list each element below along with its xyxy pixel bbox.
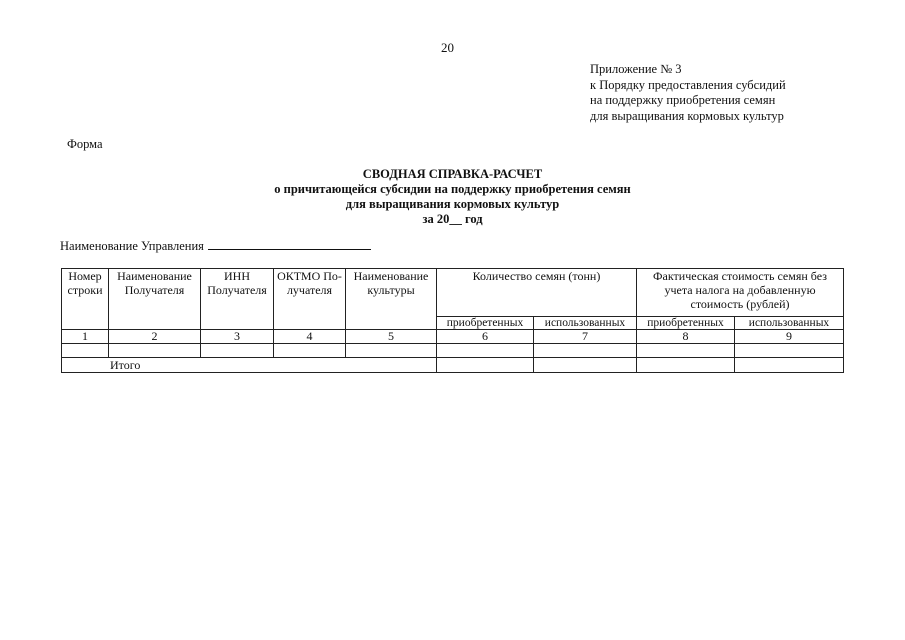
table-cell[interactable] [437, 344, 534, 358]
table-cell[interactable] [62, 344, 109, 358]
title-line: СВОДНАЯ СПРАВКА-РАСЧЕТ [362, 167, 543, 181]
column-number: 7 [534, 330, 637, 344]
table-cell[interactable] [109, 344, 201, 358]
organization-field [60, 238, 371, 254]
header-row-number: Номер строки [62, 269, 109, 330]
title-line: о причитающейся субсидии на поддержку приобретения семян [274, 182, 631, 196]
appendix-line: для выращивания кормовых культур [590, 108, 784, 123]
header-recipient-name: Наименование Получателя [109, 269, 201, 330]
column-number: 2 [109, 330, 201, 344]
total-cell[interactable] [735, 358, 844, 373]
column-number: 9 [735, 330, 844, 344]
column-number: 1 [62, 330, 109, 344]
table-row [62, 344, 844, 358]
total-label: Итого [62, 358, 437, 373]
header-seed-cost: Фактическая стоимость семян без учета налога на добавленную стоимость (рублей) [637, 269, 844, 317]
table-cell[interactable] [735, 344, 844, 358]
total-cell[interactable] [534, 358, 637, 373]
header-cost-used: использованных [735, 317, 844, 330]
appendix-note [590, 62, 786, 124]
header-inn: ИНН Получателя [201, 269, 274, 330]
total-row [62, 358, 844, 373]
appendix-line: к Порядку предоставления субсидий [590, 77, 786, 92]
header-crop-name: Наименование культуры [346, 269, 437, 330]
total-cell[interactable] [637, 358, 735, 373]
column-number-row [62, 330, 844, 344]
column-number: 6 [437, 330, 534, 344]
table-cell[interactable] [201, 344, 274, 358]
header-cost-acquired: приобретенных [637, 317, 735, 330]
table-cell[interactable] [534, 344, 637, 358]
table-header-row [62, 269, 844, 317]
total-cell[interactable] [437, 358, 534, 373]
document-title [0, 167, 905, 227]
organization-label: Наименование Управления [60, 239, 204, 253]
title-line: для выращивания кормовых культур [345, 197, 560, 211]
header-seed-quantity: Количество семян (тонн) [437, 269, 637, 317]
summary-table [61, 268, 844, 373]
appendix-line: Приложение № 3 [590, 62, 682, 76]
form-label: Форма [67, 137, 103, 151]
title-line: за 20__ год [422, 212, 483, 226]
table-cell[interactable] [274, 344, 346, 358]
organization-blank-line[interactable] [208, 238, 371, 250]
column-number: 3 [201, 330, 274, 344]
header-oktmo: ОКТМО По-лучателя [274, 269, 346, 330]
column-number: 5 [346, 330, 437, 344]
appendix-line: на поддержку приобретения семян [590, 93, 776, 107]
column-number: 8 [637, 330, 735, 344]
table-cell[interactable] [346, 344, 437, 358]
header-quantity-used: использованных [534, 317, 637, 330]
column-number: 4 [274, 330, 346, 344]
header-quantity-acquired: приобретенных [437, 317, 534, 330]
page-number: 20 [441, 40, 454, 55]
table-cell[interactable] [637, 344, 735, 358]
